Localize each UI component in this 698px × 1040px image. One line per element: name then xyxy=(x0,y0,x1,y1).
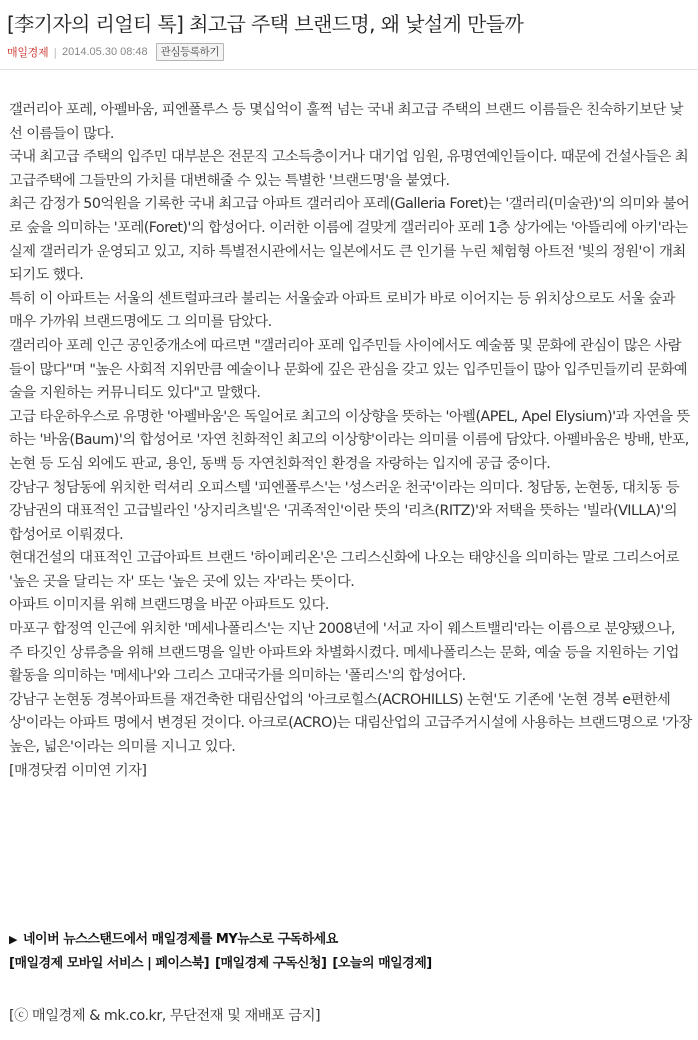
subscribe-link[interactable]: [매일경제 구독신청] xyxy=(215,956,327,971)
article-paragraph: 특히 이 아파트는 서울의 센트럴파크라 불리는 서울숲과 아파트 로비가 바로 이어지는 등 위치상으로도 서울 숲과 매우 가까워 브랜드명에도 그 의미를 담았다. xyxy=(9,290,675,331)
article-paragraph: 강남구 논현동 경복아파트를 재건축한 대림산업의 '아크로힐스(ACROHILLS) 논현'도 기존에 '논현 경복 e편한세상'이라는 아파트 명에서 변경된 것이다. 아크로(ACRO)는 대림산업의 고급주거시설에 사용하는 브랜드명으로 '가장 높은, 넓은'이라는 의미를 지니고 있다. xyxy=(9,691,692,756)
article-paragraph: 아파트 이미지를 위해 브랜드명을 바꾼 아파트도 있다. xyxy=(9,597,329,614)
article-paragraph: 최근 감정가 50억원을 기록한 국내 최고급 아파트 갤러리아 포레(Galleria Foret)는 '갤러리(미술관)'의 의미와 불어로 숲을 의미하는 '포레(Foret)'의 합성어다. 이러한 이름에 걸맞게 갤러리아 포레 1층 상가에는 '아뜰리에 아키'라는 실제 갤러리가 운영되고 있고, 지하 특별전시관에서는 일본에서도 큰 인기를 누린 체험형 아트전 '빛의 정원'이 개최되기도 했다. xyxy=(9,196,690,284)
add-favorite-button[interactable]: 관심등록하기 xyxy=(156,43,224,61)
mobile-service-link[interactable]: [매일경제 모바일 서비스 | 페이스북] xyxy=(9,956,210,971)
promo-links xyxy=(9,928,692,976)
article-paragraph: 국내 최고급 주택의 입주민 대부분은 전문직 고소득층이거나 대기업 임원, 유명연예인들이다. 때문에 건설사들은 최고급주택에 그들만의 가치를 대변해줄 수 있는 특별한 '브랜드명'을 붙였다. xyxy=(9,149,689,189)
meta-separator: | xyxy=(53,45,58,59)
newsstand-link[interactable]: 네이버 뉴스스탠드에서 매일경제를 MY뉴스로 구독하세요 xyxy=(22,932,338,947)
article-paragraph: 갤러리아 포레 인근 공인중개소에 따르면 "갤러리아 포레 입주민들 사이에서도 예술품 및 문화에 관심이 많은 사람들이 많다"며 "높은 사회적 지위만큼 예술이나 문화에 깊은 관심을 갖고 있는 입주민들이 많아 입주민들끼리 문화예술을 지원하는 커뮤니티도 있다"고 말했다. xyxy=(9,337,687,402)
copyright-notice: [ⓒ 매일경제 & mk.co.kr, 무단전재 및 재배포 금지] xyxy=(9,1008,321,1024)
today-paper-link[interactable]: [오늘의 매일경제] xyxy=(332,956,432,971)
header-divider xyxy=(0,69,698,70)
article-meta xyxy=(7,42,224,62)
article-paragraph: 현대건설의 대표적인 고급아파트 브랜드 '하이페리온'은 그리스신화에 나오는 태양신을 의미하는 말로 그리스어로 '높은 곳을 달리는 자' 또는 '높은 곳에 있는 자'라는 뜻이다. xyxy=(9,550,679,590)
article-paragraph: 고급 타운하우스로 유명한 '아펠바움'은 독일어로 최고의 이상향을 뜻하는 '아펠(APEL, Apel Elysium)'과 자연을 뜻하는 '바움(Baum)'의 합성어로 '자연 친화적인 최고의 이상향'이라는 의미를 이름에 담았다. 아펠바움은 방배, 반포, 논현 등 도심 외에도 판교, 용인, 동백 등 자연친화적인 환경을 자랑하는 입지에 공급 중이다. xyxy=(9,408,690,472)
article-paragraph: 마포구 합정역 인근에 위치한 '메세나폴리스'는 지난 2008년에 '서교 자이 웨스트밸리'라는 이름으로 분양됐으나, 주 타깃인 상류층을 위해 브랜드명을 일반 아파트와 차별화시켰다. 메세나폴리스는 문화, 예술 등을 지원하는 기업 활동을 의미하는 '메세나'와 그리스 고대국가를 의미하는 '폴리스'의 합성어다. xyxy=(9,621,679,685)
article-date: 2014.05.30 08:48 xyxy=(62,46,148,58)
article-byline: [매경닷컴 이미연 기자] xyxy=(9,762,147,779)
article-paragraph: 갤러리아 포레, 아펠바움, 피엔폴루스 등 몇십억이 훌쩍 넘는 국내 최고급 주택의 브랜드 이름들은 친숙하기보단 낯선 이름들이 많다. xyxy=(9,102,683,142)
triangle-right-icon: ▶ xyxy=(9,933,17,946)
article-source[interactable]: 매일경제 xyxy=(7,46,49,59)
article-title: [李기자의 리얼티 톡] 최고급 주택 브랜드명, 왜 낯설게 만들까 xyxy=(7,12,524,36)
article-body xyxy=(9,99,692,783)
article-paragraph: 강남구 청담동에 위치한 럭셔리 오피스텔 '피엔폴루스'는 '성스러운 천국'이라는 의미다. 청담동, 논현동, 대치동 등 강남권의 대표적인 고급빌라인 '상지리츠빌'은 '귀족적인'이란 뜻의 '리츠(RITZ)'와 저택을 뜻하는 '빌라(VILLA)'의 합성어로 이뤄졌다. xyxy=(9,479,680,543)
